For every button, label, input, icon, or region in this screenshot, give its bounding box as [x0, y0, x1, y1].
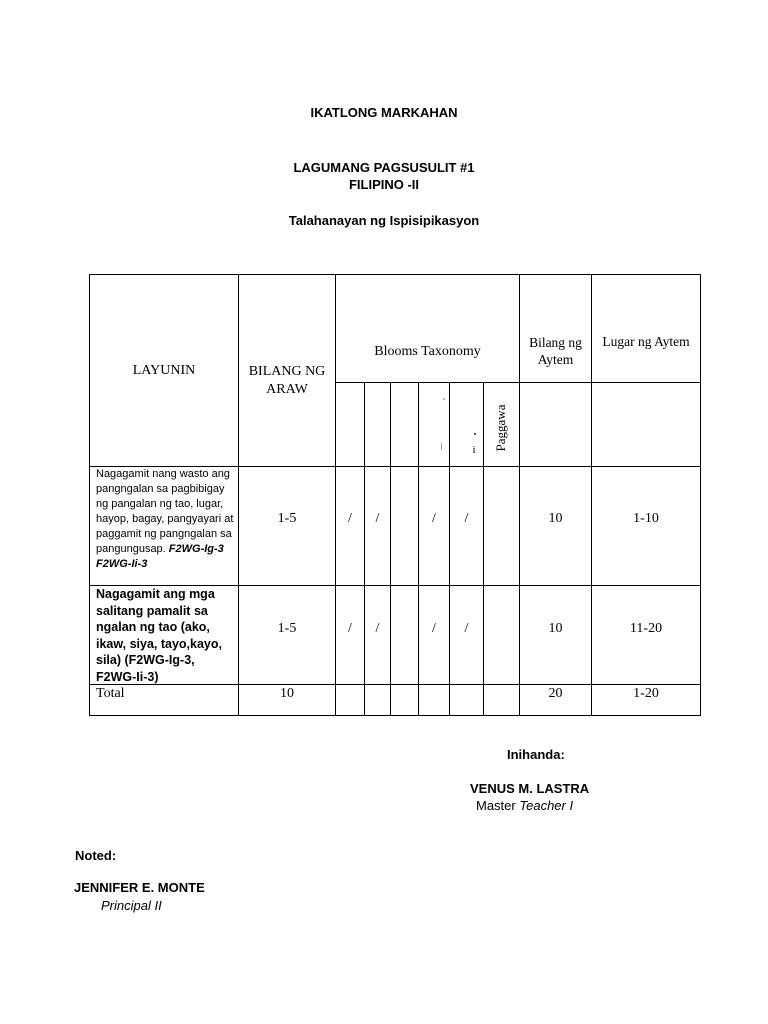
table-row-1-days: 1-5 — [277, 511, 297, 526]
total-days: 10 — [280, 686, 294, 701]
table-row-2-mark-2: / — [375, 621, 380, 636]
col-header-blooms: Blooms Taxonomy — [374, 344, 481, 359]
blooms-sub-paggawa: Paggawa — [493, 404, 508, 452]
col-header-bilang-aytem: Bilang ng Aytem — [529, 335, 582, 367]
table-row-2-mark-5: / — [464, 621, 469, 636]
table-row-2-mark-4: / — [432, 621, 436, 636]
quarter-heading: IKATLONG MARKAHAN — [310, 105, 458, 120]
table-row-2-placement: 11-20 — [629, 621, 663, 636]
noted-name: JENNIFER E. MONTE — [74, 880, 205, 895]
subject-heading: FILIPINO -II — [348, 177, 420, 192]
table-row-2-days: 1-5 — [277, 621, 297, 636]
table-title: Talahanayan ng Ispisipikasyon — [288, 213, 480, 228]
noted-title: Principal II — [101, 898, 162, 913]
table-row-2-mark-1: / — [348, 621, 352, 636]
col-header-bilang-araw: BILANG NG ARAW — [248, 364, 326, 397]
total-items: 20 — [548, 686, 563, 701]
table-row-1-items: 10 — [548, 511, 563, 526]
col-header-layunin: LAYUNIN — [132, 363, 196, 378]
prepared-label: Inihanda: — [507, 747, 565, 762]
col-header-lugar-aytem: Lugar ng Aytem — [602, 334, 690, 349]
total-placement: 1-20 — [633, 686, 659, 701]
total-label: Total — [96, 686, 125, 701]
prepared-title: Master Teacher I — [476, 798, 574, 813]
blooms-sub-dot — [474, 433, 476, 435]
table-row-1-objective: Nagagamit nang wasto ang pangngalan sa pagbibigay ng pangalan ng tao, lugar, hayop, bagay, pangyayari at paggamit ng pangngalan sa pangungusap. F2WG-Ig-3 F2WG-Ii-3 — [96, 468, 234, 570]
table-row-1-mark-5: / — [464, 511, 469, 526]
table-row-1-mark-1: / — [348, 511, 352, 526]
table-row-1-placement: 1-10 — [633, 511, 659, 526]
table-row-1-mark-2: / — [375, 511, 380, 526]
table-row-2-items: 10 — [548, 621, 563, 636]
blooms-sub-mark — [441, 443, 442, 450]
blooms-sub-dot-2 — [443, 398, 445, 400]
prepared-name: VENUS M. LASTRA — [470, 781, 590, 796]
table-row-1-mark-4: / — [432, 511, 436, 526]
table-row-2-objective: Nagagamit ang mga salitang pamalit sa ngalan ng tao (ako, ikaw, siya, tayo,kayo, sila) (F2WG-Ig-3, F2WG-Ii-3) — [96, 587, 222, 684]
blooms-sub-fragment: i — [472, 444, 476, 456]
noted-label: Noted: — [75, 848, 117, 863]
test-title: LAGUMANG PAGSUSULIT #1 — [293, 160, 475, 175]
